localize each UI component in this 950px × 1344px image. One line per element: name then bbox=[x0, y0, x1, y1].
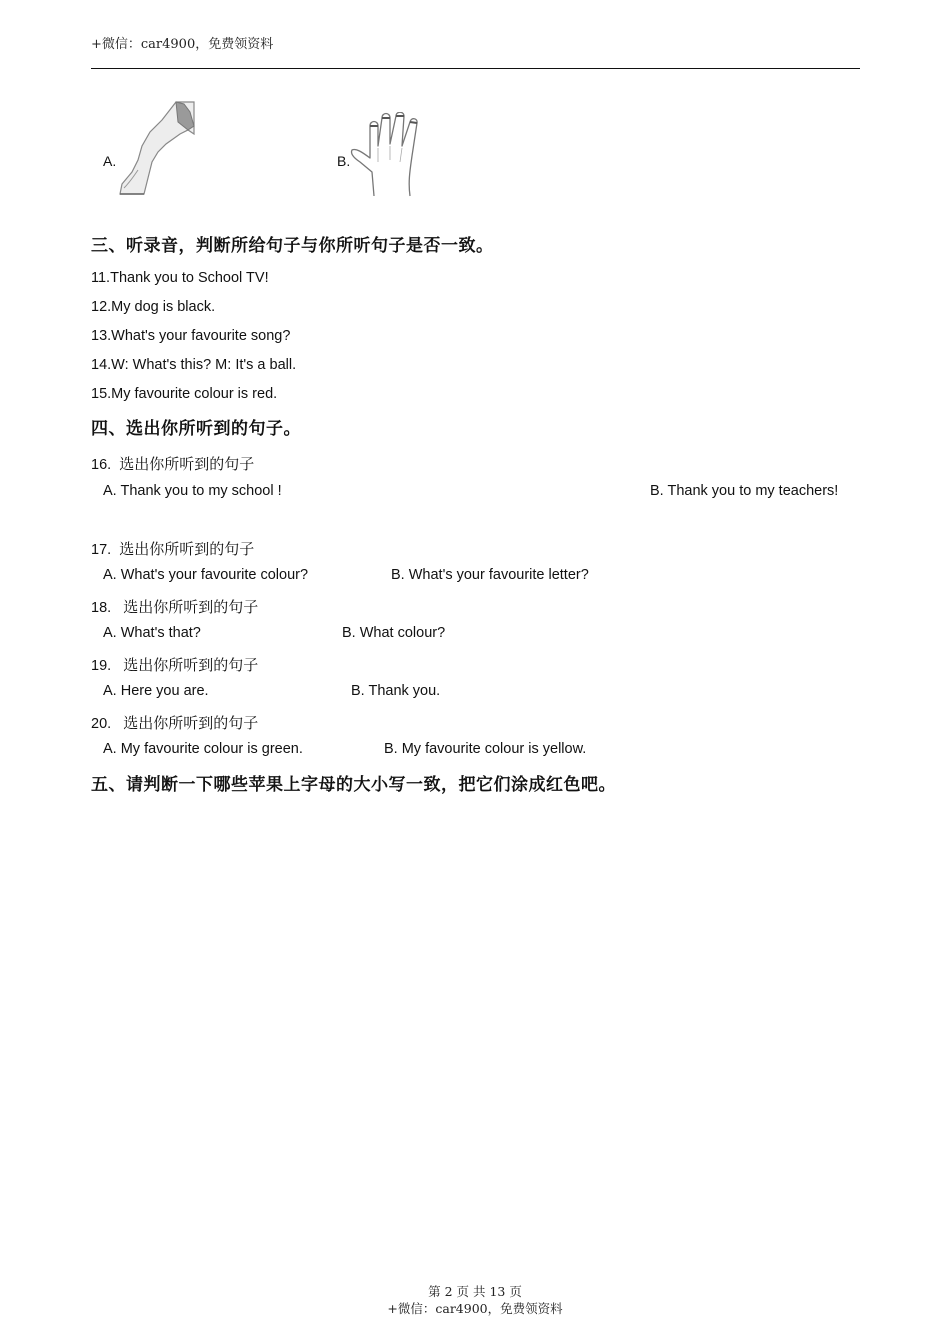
question-prompt: 选出你所听到的句子 bbox=[119, 540, 255, 558]
question-prompt: 选出你所听到的句子 bbox=[123, 714, 259, 732]
item-12: 12.My dog is black. bbox=[91, 299, 216, 315]
q19-option-a[interactable]: A. Here you are. bbox=[103, 683, 209, 699]
question-number: 17. bbox=[91, 542, 112, 558]
question-number: 20. bbox=[91, 716, 112, 732]
question-16 bbox=[91, 453, 254, 474]
question-19 bbox=[91, 654, 258, 675]
hand-icon bbox=[348, 112, 426, 198]
question-prompt: 选出你所听到的句子 bbox=[123, 656, 259, 674]
footer-text: +微信：car4900，免费领资料 bbox=[387, 1301, 563, 1316]
question-20 bbox=[91, 712, 258, 733]
q20-option-a[interactable]: A. My favourite colour is green. bbox=[103, 741, 303, 757]
q17-option-a[interactable]: A. What's your favourite colour? bbox=[103, 567, 309, 583]
item-13: 13.What's your favourite song? bbox=[91, 328, 291, 344]
question-17 bbox=[91, 538, 254, 559]
option-b-label: B. bbox=[337, 153, 351, 169]
q17-option-b[interactable]: B. What's your favourite letter? bbox=[391, 567, 589, 583]
q16-option-a[interactable]: A. Thank you to my school ! bbox=[103, 483, 282, 499]
q18-option-a[interactable]: A. What's that? bbox=[103, 625, 201, 641]
question-prompt: 选出你所听到的句子 bbox=[123, 598, 259, 616]
q20-option-b[interactable]: B. My favourite colour is yellow. bbox=[384, 741, 587, 757]
question-number: 19. bbox=[91, 658, 112, 674]
item-15: 15.My favourite colour is red. bbox=[91, 386, 278, 402]
header-divider bbox=[91, 68, 860, 69]
page-number: 第 2 页 共 13 页 bbox=[428, 1284, 522, 1299]
q19-option-b[interactable]: B. Thank you. bbox=[351, 683, 441, 699]
header-text: +微信：car4900，免费领资料 bbox=[91, 37, 274, 52]
section-4-title: 四、选出你所听到的句子。 bbox=[91, 419, 301, 439]
question-18 bbox=[91, 596, 258, 617]
q18-option-b[interactable]: B. What colour? bbox=[342, 625, 446, 641]
arm-icon bbox=[118, 100, 198, 196]
item-11: 11.Thank you to School TV! bbox=[91, 270, 269, 286]
item-14: 14.W: What's this? M: It's a ball. bbox=[91, 357, 297, 373]
section-5-title: 五、请判断一下哪些苹果上字母的大小写一致，把它们涂成红色吧。 bbox=[91, 775, 616, 795]
q16-option-b[interactable]: B. Thank you to my teachers! bbox=[650, 483, 839, 499]
question-number: 18. bbox=[91, 600, 112, 616]
section-3-title: 三、听录音，判断所给句子与你所听句子是否一致。 bbox=[91, 236, 494, 256]
option-a-label: A. bbox=[103, 153, 117, 169]
question-prompt: 选出你所听到的句子 bbox=[119, 455, 255, 473]
question-number: 16. bbox=[91, 457, 112, 473]
